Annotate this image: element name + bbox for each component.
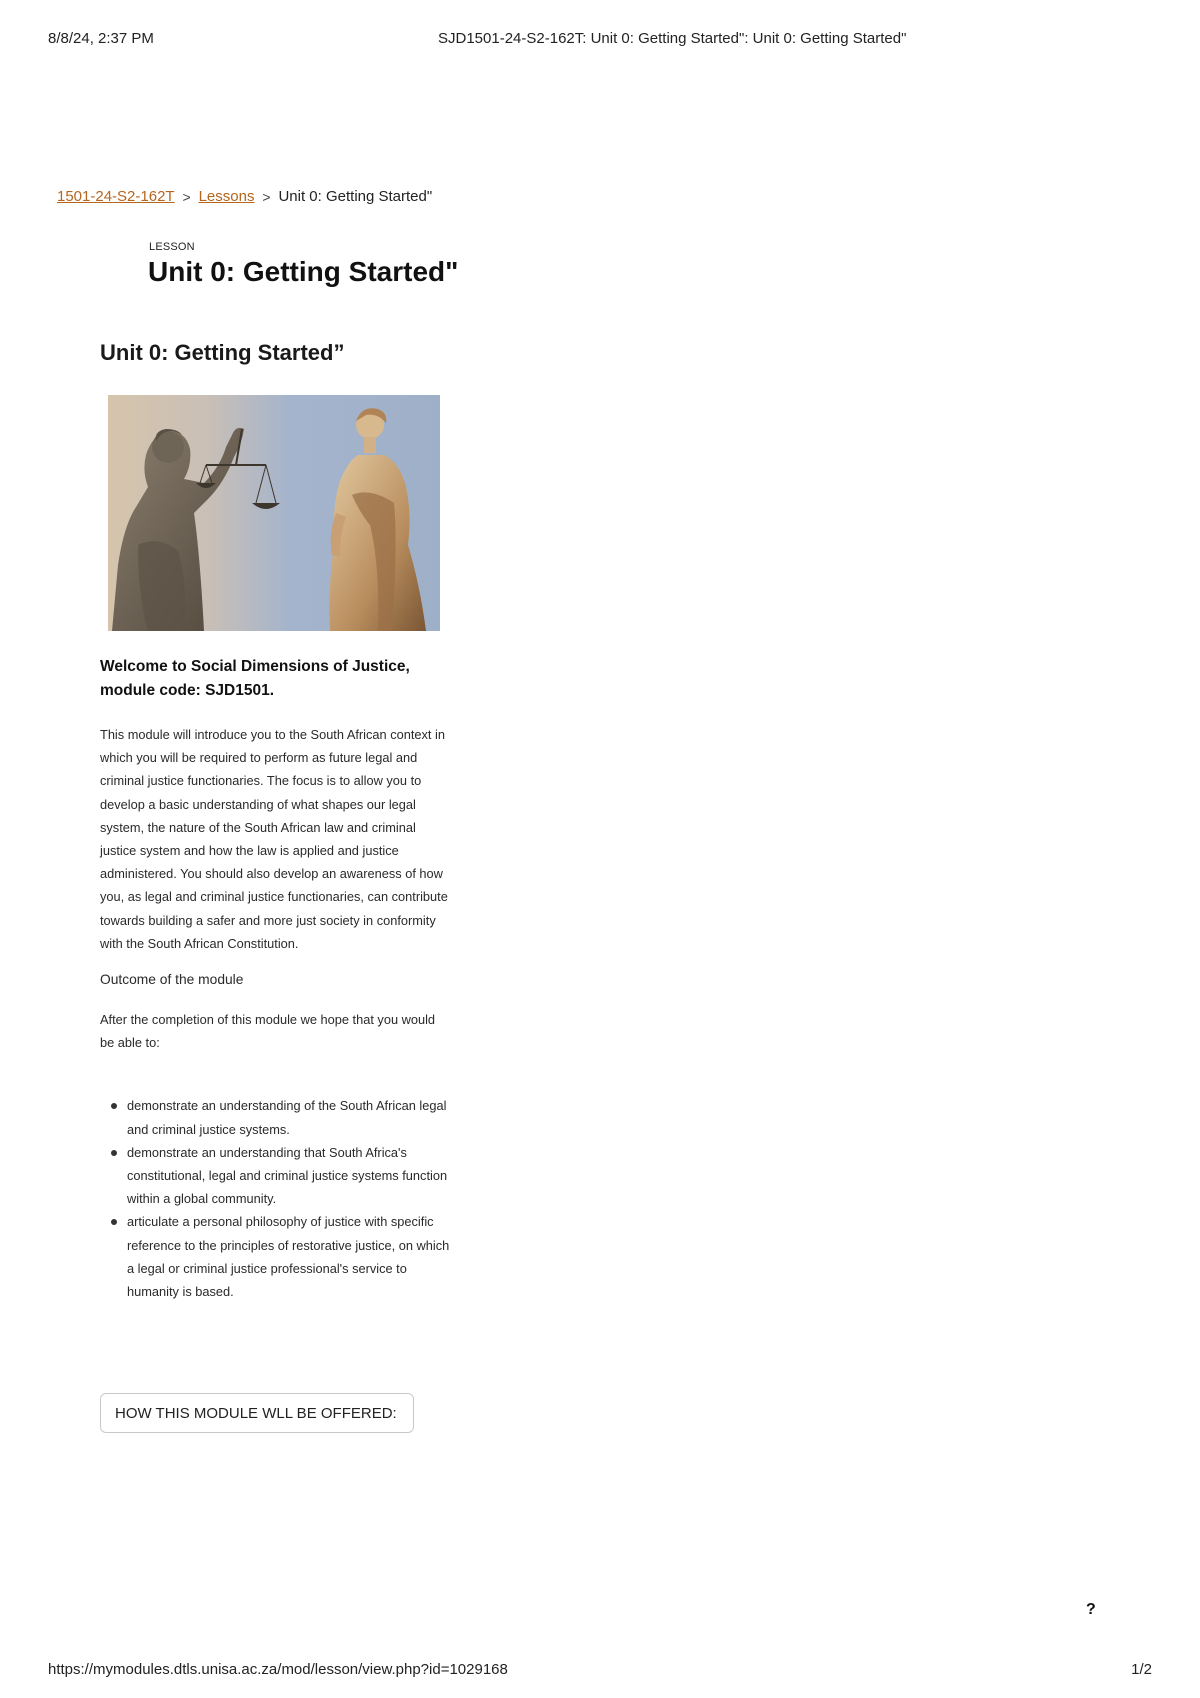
breadcrumb-current: Unit 0: Getting Started" bbox=[278, 188, 433, 205]
print-url: https://mymodules.dtls.unisa.ac.za/mod/lesson/view.php?id=1029168 bbox=[48, 1661, 508, 1678]
hero-illustration bbox=[108, 395, 440, 631]
outcome-heading: Outcome of the module bbox=[100, 972, 244, 988]
print-datetime: 8/8/24, 2:37 PM bbox=[48, 30, 154, 47]
print-footer bbox=[48, 1661, 1152, 1683]
print-title: SJD1501-24-S2-162T: Unit 0: Getting Started": Unit 0: Getting Started" bbox=[438, 30, 907, 47]
intro-heading: Welcome to Social Dimensions of Justice, module code: SJD1501. bbox=[100, 658, 410, 699]
module-offering-button[interactable]: HOW THIS MODULE WLL BE OFFERED: bbox=[100, 1393, 414, 1433]
robed-statue-icon bbox=[330, 408, 427, 631]
list-item: articulate a personal philosophy of justice with specific reference to the principles of restorative justice, on which a legal or criminal justice professional's service to humanity is based. bbox=[127, 1210, 450, 1303]
intro-paragraph: This module will introduce you to the South African context in which you will be required to perform as future legal and criminal justice functionaries. The focus is to allow you to develop a basic understanding of what shapes our legal system, the nature of the South African law and criminal justice system and how the law is applied and justice administered. You should also develop an awareness of how you, as legal and criminal justice functionaries, can contribute towards building a safer and more just society in conformity with the South African Constitution. bbox=[100, 727, 448, 951]
content-title: Unit 0: Getting Started” bbox=[100, 340, 345, 365]
chevron-right-icon: > bbox=[182, 188, 191, 205]
lady-justice-statue-icon bbox=[112, 428, 280, 631]
list-item: demonstrate an understanding of the South African legal and criminal justice systems. bbox=[127, 1094, 450, 1140]
page-title: Unit 0: Getting Started" bbox=[148, 256, 459, 287]
outcome-list bbox=[127, 1094, 450, 1303]
lesson-tag: LESSON bbox=[149, 241, 195, 253]
outcome-intro: After the completion of this module we hope that you would be able to: bbox=[100, 1012, 436, 1051]
breadcrumb bbox=[57, 188, 432, 205]
print-header bbox=[48, 30, 1152, 52]
breadcrumb-lessons-link[interactable]: Lessons bbox=[198, 188, 255, 205]
lesson-content bbox=[100, 655, 450, 1303]
list-item: demonstrate an understanding that South Africa's constitutional, legal and criminal justice systems function within a global community. bbox=[127, 1141, 450, 1211]
help-icon[interactable]: ? bbox=[1086, 1601, 1096, 1618]
breadcrumb-course-link[interactable]: 1501-24-S2-162T bbox=[57, 188, 175, 205]
hero-image bbox=[108, 395, 440, 631]
chevron-right-icon: > bbox=[262, 188, 271, 205]
page-number: 1/2 bbox=[1131, 1661, 1152, 1678]
